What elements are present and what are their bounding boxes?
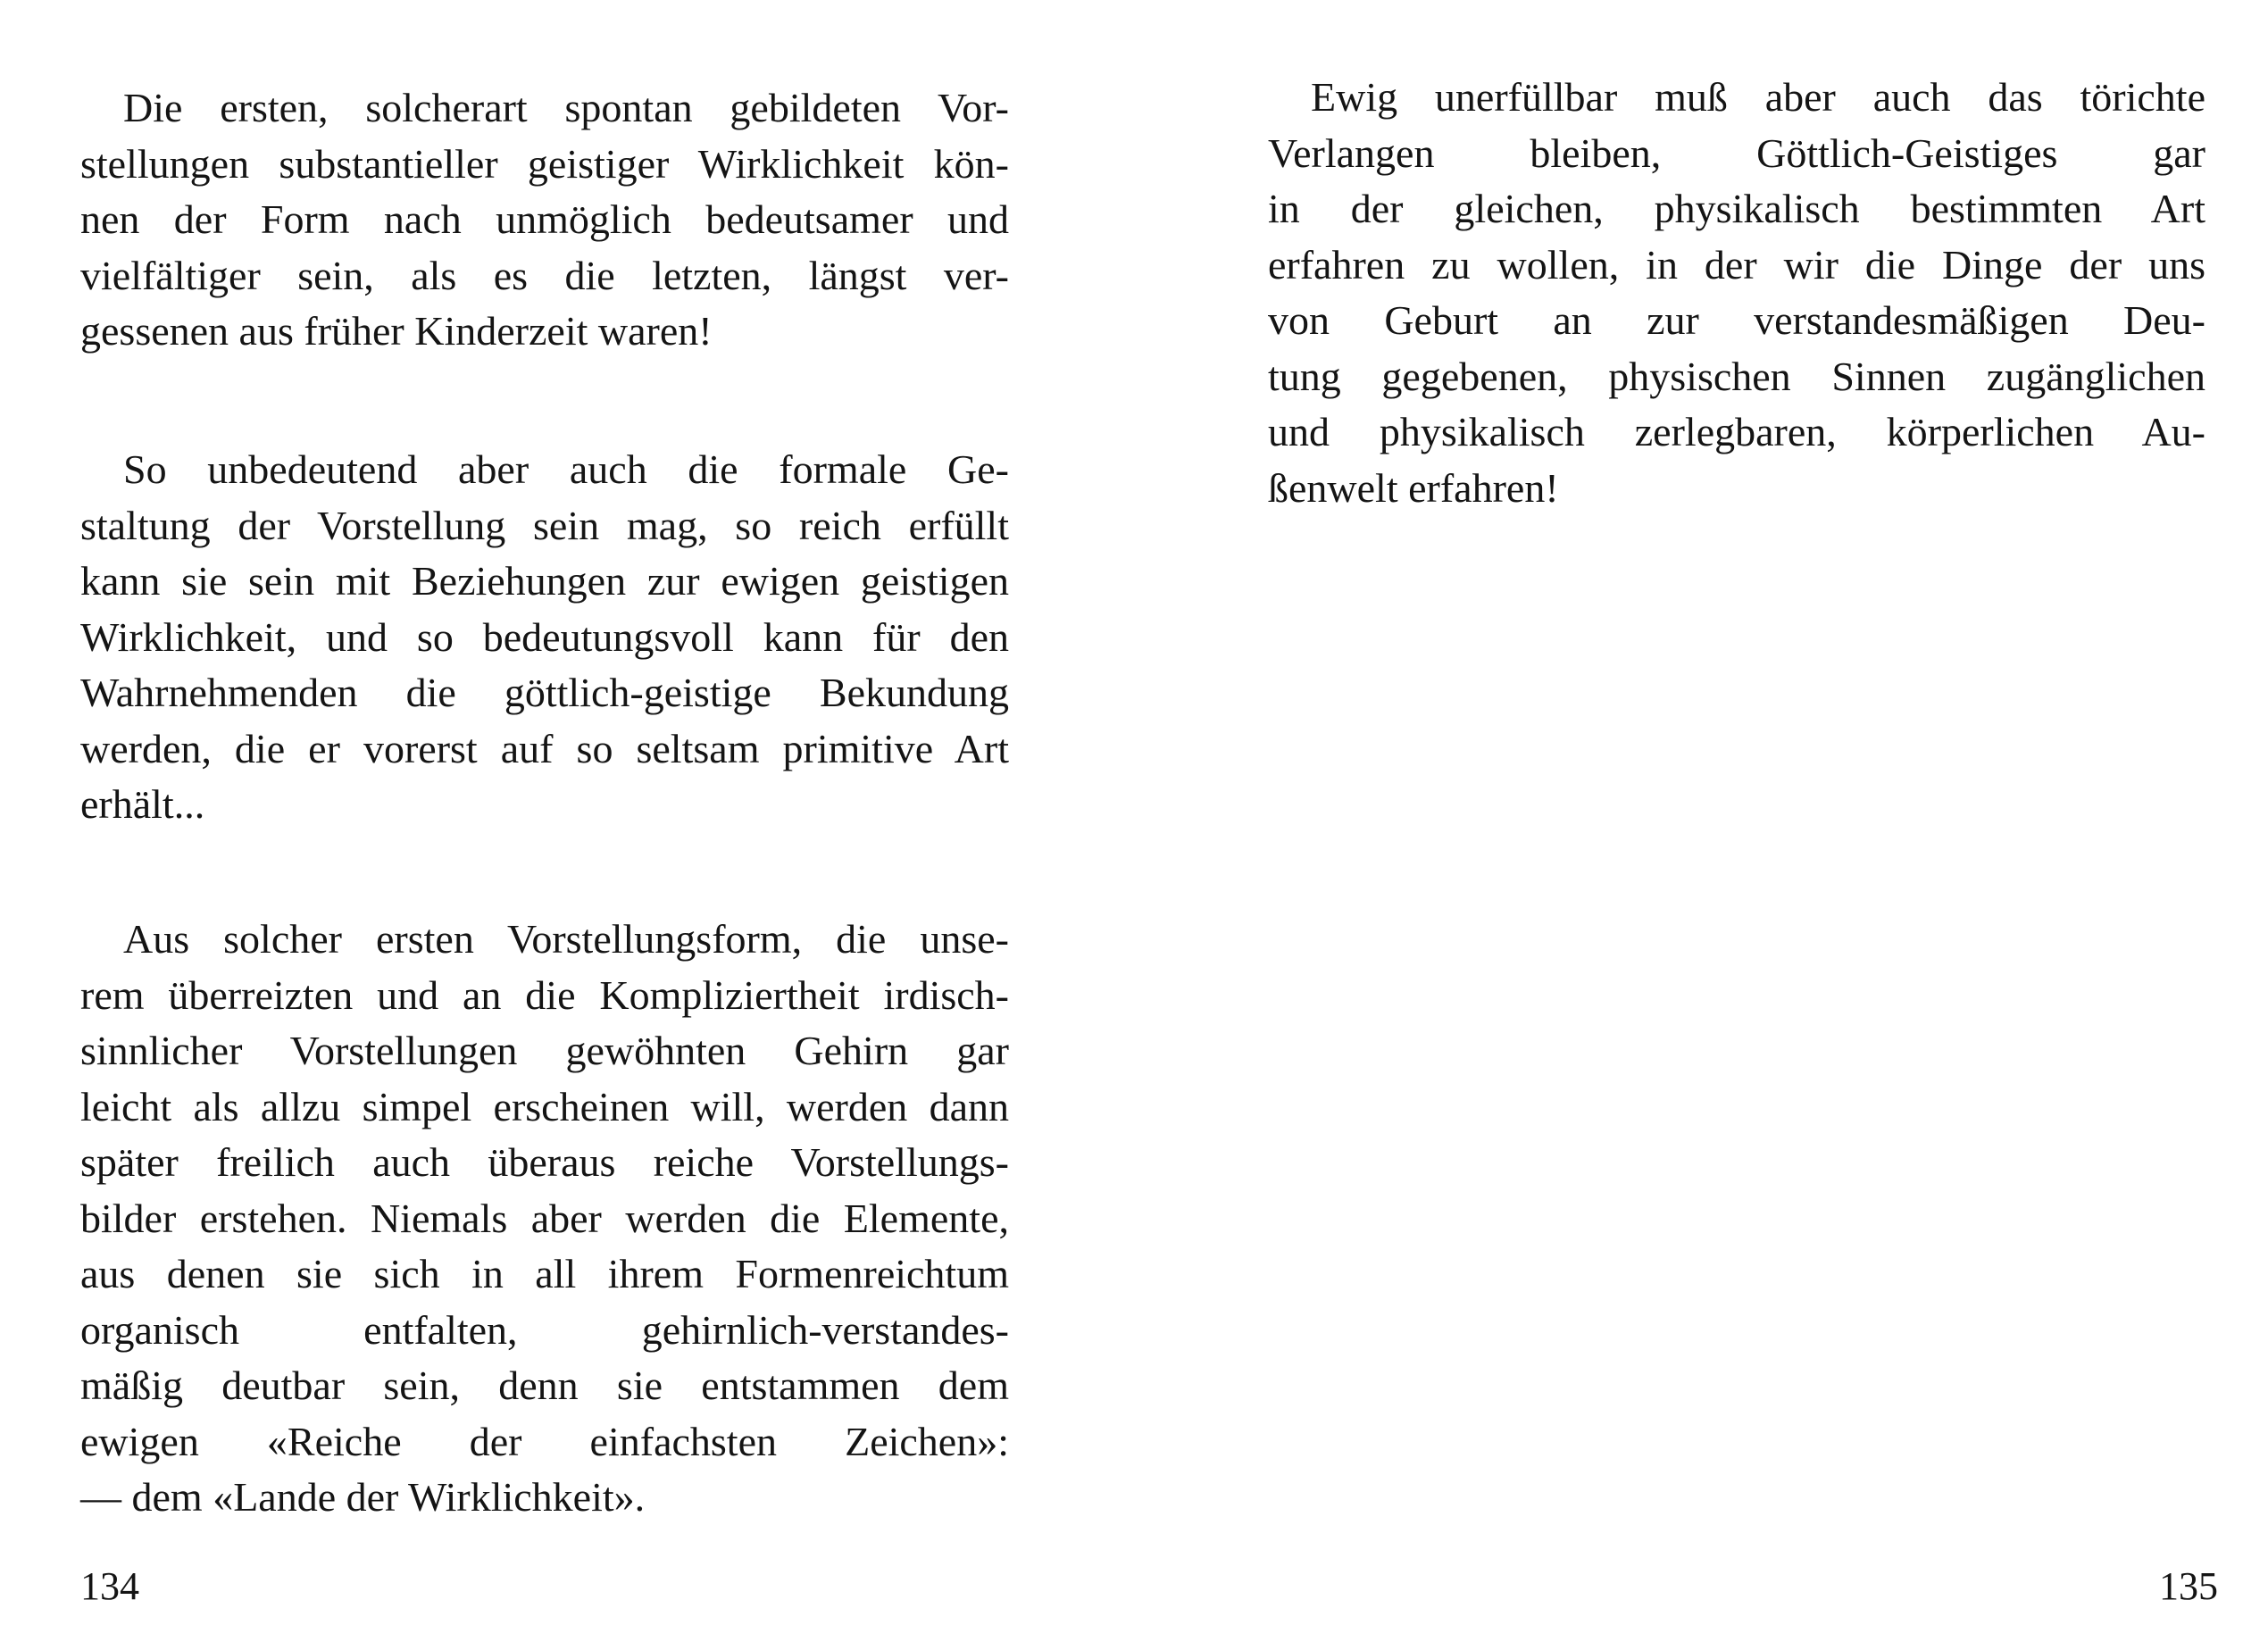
left-paragraph-2 <box>80 442 1009 833</box>
page-number-left: 134 <box>80 1564 139 1608</box>
text-line: organisch entfalten, gehirnlich-verstandes- <box>80 1306 1009 1353</box>
text-line: Wahrnehmenden die göttlich-geistige Bekundung <box>80 670 1009 715</box>
text-line: werden, die er vorerst auf so seltsam primitive Art <box>80 725 1009 771</box>
left-paragraph-1 <box>80 80 1009 360</box>
text-line: stellungen substantieller geistiger Wirklichkeit kön- <box>80 140 1009 187</box>
right-paragraph-1 <box>1268 70 2205 516</box>
text-line: später freilich auch überaus reiche Vorstellungs- <box>80 1139 1009 1185</box>
text-line: Aus solcher ersten Vorstellungsform, die unse- <box>123 916 1009 962</box>
text-line: aus denen sie sich in all ihrem Formenreichtum <box>80 1251 1009 1296</box>
text-line: bilder erstehen. Niemals aber werden die Elemente, <box>80 1195 1009 1241</box>
text-line: staltung der Vorstellung sein mag, so reich erfüllt <box>80 502 1009 548</box>
text-line: erhält... <box>80 781 205 827</box>
text-line: vielfältiger sein, als es die letzten, längst ver- <box>80 252 1009 298</box>
page-number-right: 135 <box>2159 1564 2218 1608</box>
text-line: Ewig unerfüllbar muß aber auch das törichte <box>1311 74 2205 120</box>
text-line: Die ersten, solcherart spontan gebildeten Vor- <box>123 85 1009 130</box>
text-line: mäßig deutbar sein, denn sie entstammen dem <box>80 1362 1009 1408</box>
text-line: nen der Form nach unmöglich bedeutsamer und <box>80 196 1009 242</box>
text-line: ßenwelt erfahren! <box>1268 464 1559 511</box>
left-paragraph-3 <box>80 912 1009 1526</box>
text-line: So unbedeutend aber auch die formale Ge- <box>123 446 1009 492</box>
text-line: leicht als allzu simpel erscheinen will, werden dann <box>80 1083 1009 1129</box>
text-line: gessenen aus früher Kinderzeit waren! <box>80 308 713 354</box>
text-line: Verlangen bleiben, Göttlich-Geistiges gar <box>1268 129 2205 176</box>
text-line: tung gegebenen, physischen Sinnen zugänglichen <box>1268 353 2205 399</box>
text-line: rem überreizten und an die Kompliziertheit irdisch- <box>80 971 1009 1018</box>
text-line: kann sie sein mit Beziehungen zur ewigen geistigen <box>80 558 1009 604</box>
text-line: und physikalisch zerlegbaren, körperlichen Au- <box>1268 409 2205 454</box>
text-line: in der gleichen, physikalisch bestimmten Art <box>1268 186 2205 231</box>
text-line: Wirklichkeit, und so bedeutungsvoll kann für den <box>80 613 1009 660</box>
text-line: — dem «Lande der Wirklichkeit». <box>80 1474 646 1520</box>
text-line: ewigen «Reiche der einfachsten Zeichen»: <box>80 1418 1009 1464</box>
text-line: erfahren zu wollen, in der wir die Dinge der uns <box>1268 241 2205 288</box>
text-line: sinnlicher Vorstellungen gewöhnten Gehirn gar <box>80 1028 1009 1073</box>
text-line: von Geburt an zur verstandesmäßigen Deu- <box>1268 297 2205 343</box>
